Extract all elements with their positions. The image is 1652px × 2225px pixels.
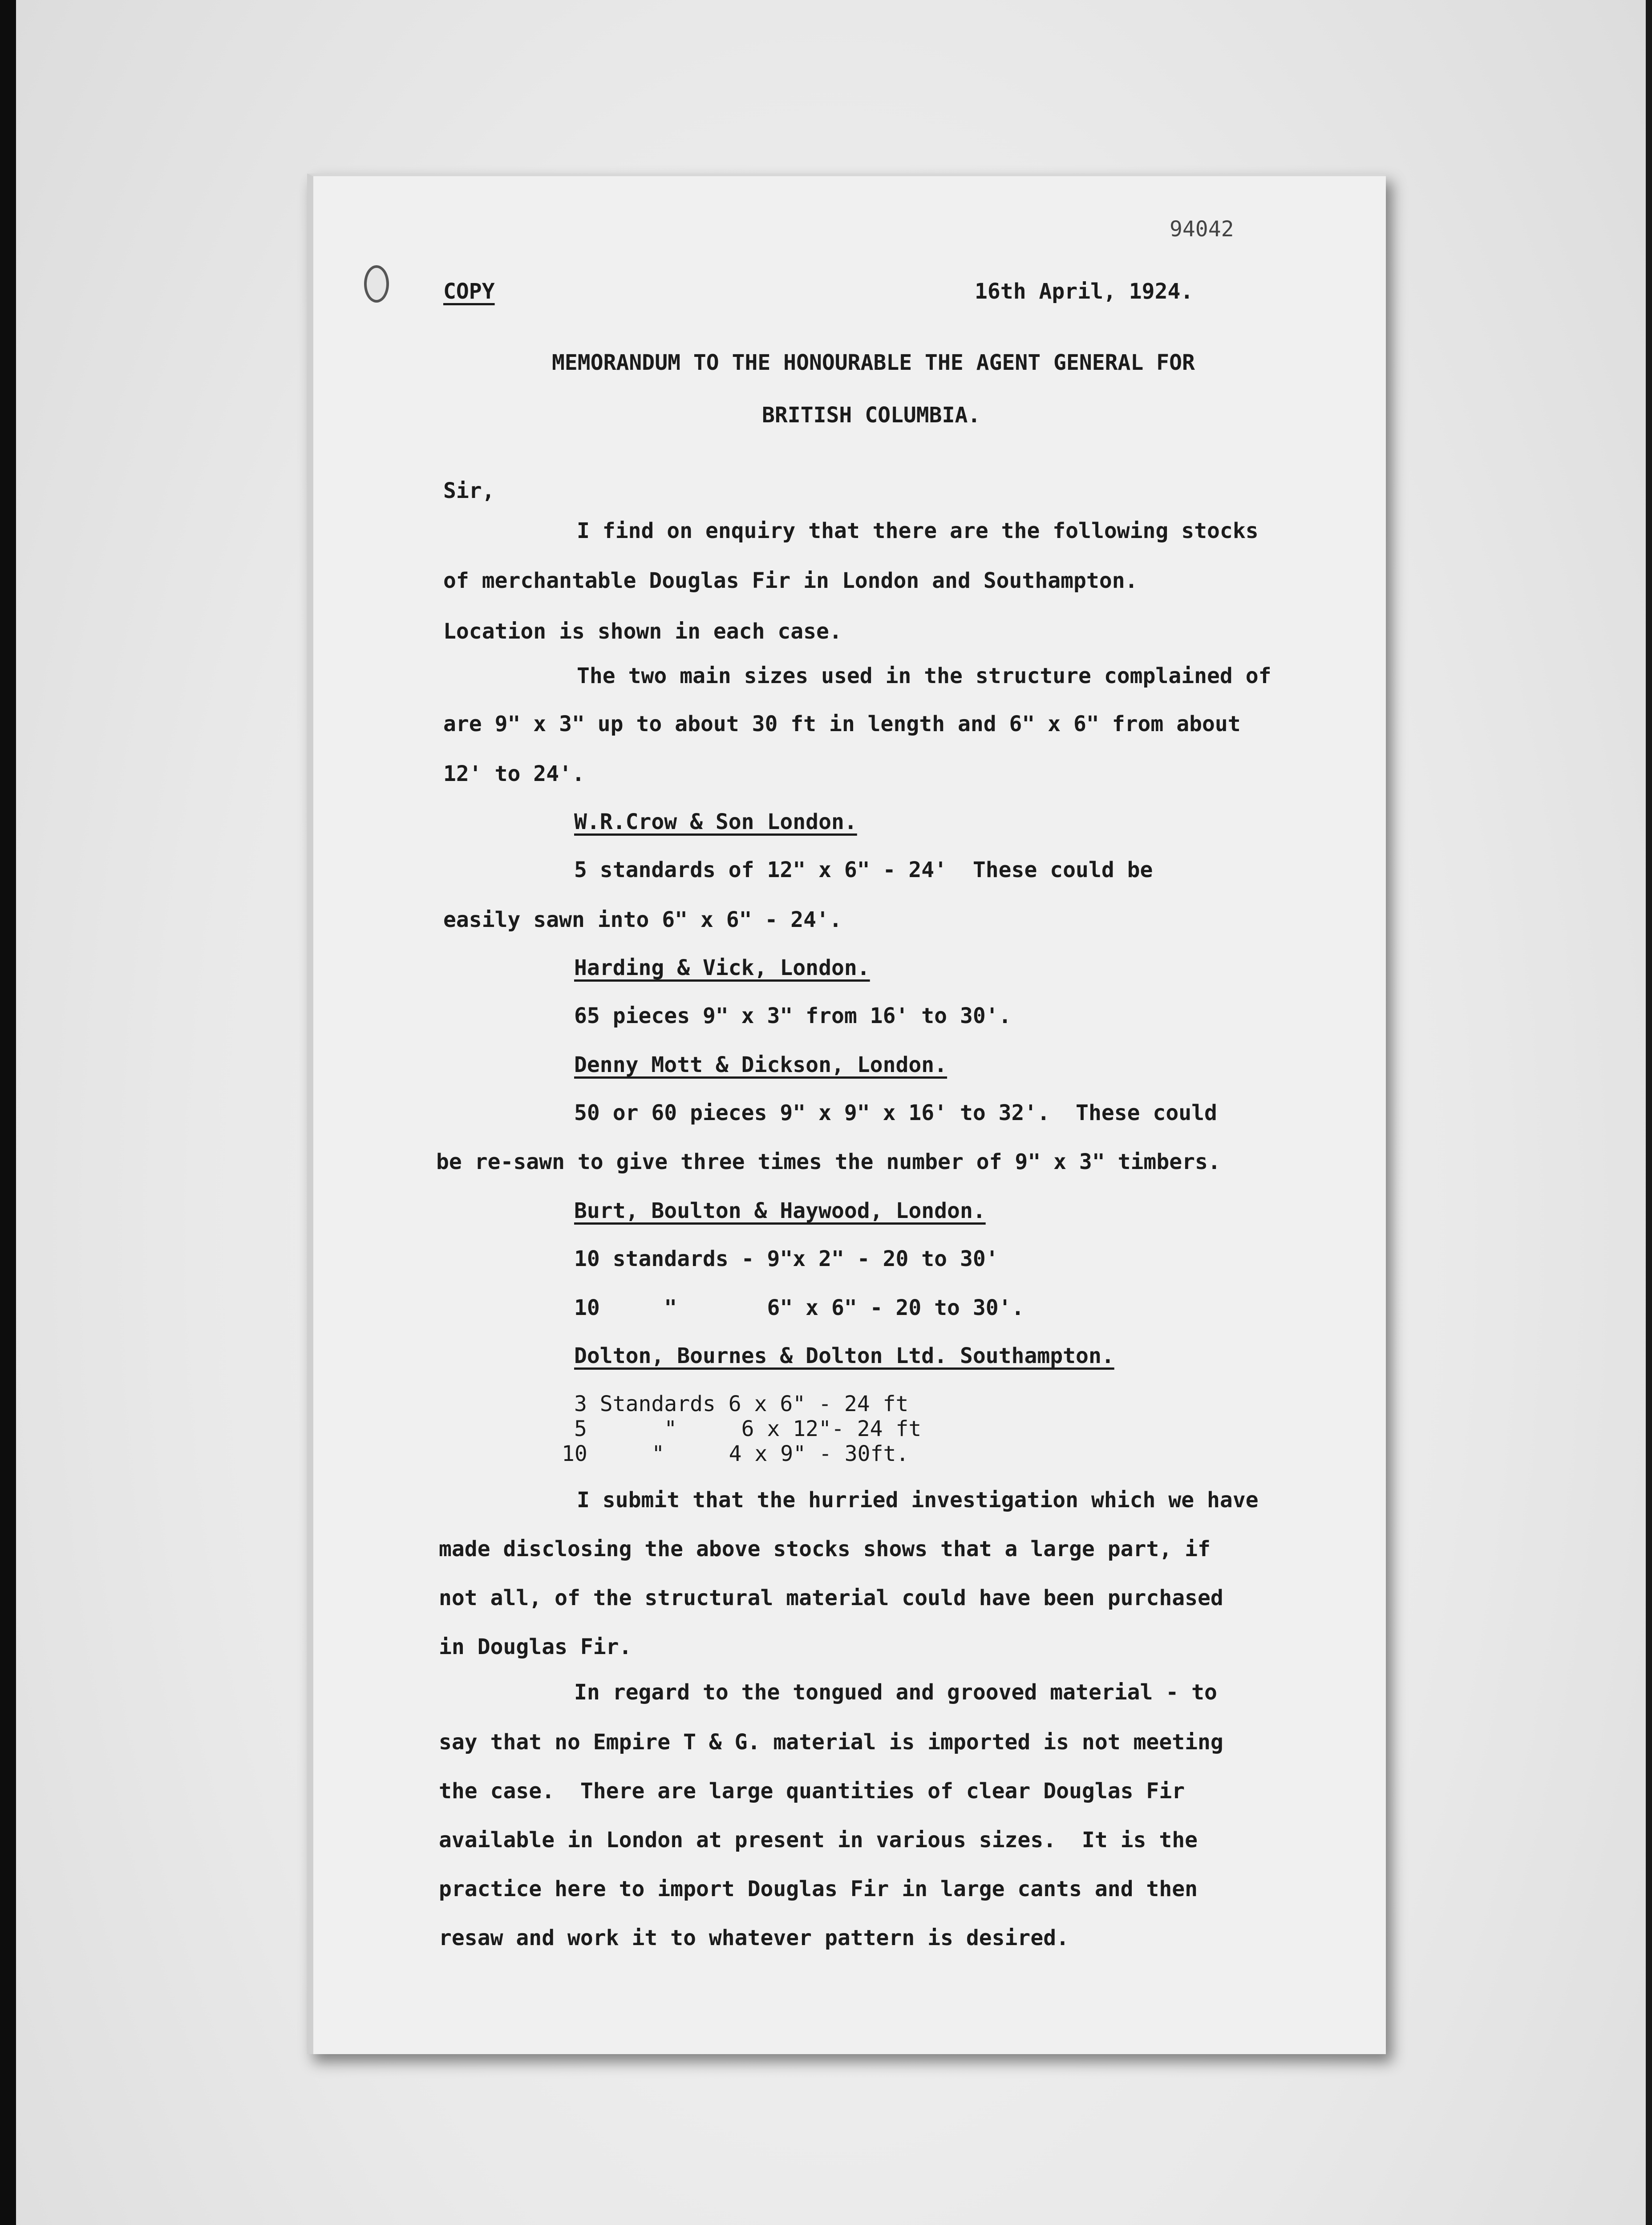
para4-line: resaw and work it to whatever pattern is desired. xyxy=(439,1926,1069,1950)
film-edge-right xyxy=(1646,0,1652,2225)
supplier-stock-line: 5 " 6 x 12"- 24 ft xyxy=(574,1416,922,1441)
para2-line: The two main sizes used in the structure complained of xyxy=(577,663,1271,688)
supplier-name: Burt, Boulton & Haywood, London. xyxy=(574,1198,986,1223)
supplier-stock-line: 3 Standards 6 x 6" - 24 ft xyxy=(574,1392,909,1416)
reference-number: 94042 xyxy=(1170,217,1234,242)
copy-mark: COPY xyxy=(443,279,495,304)
para1-line: of merchantable Douglas Fir in London and Southampton. xyxy=(443,568,1138,593)
para4-line: the case. There are large quantities of clear Douglas Fir xyxy=(439,1779,1185,1804)
supplier-name: Harding & Vick, London. xyxy=(574,955,870,980)
para4-line: practice here to import Douglas Fir in large cants and then xyxy=(439,1877,1198,1901)
para3-line: not all, of the structural material could have been purchased xyxy=(439,1586,1223,1610)
para3-line: I submit that the hurried investigation which we have xyxy=(577,1488,1259,1513)
supplier-name: Denny Mott & Dickson, London. xyxy=(574,1052,947,1077)
para2-line: are 9" x 3" up to about 30 ft in length and 6" x 6" from about xyxy=(443,712,1241,736)
memo-date: 16th April, 1924. xyxy=(975,279,1194,304)
supplier-stock-line: 65 pieces 9" x 3" from 16' to 30'. xyxy=(574,1003,1012,1028)
para3-line: made disclosing the above stocks shows that a large part, if xyxy=(439,1537,1211,1562)
supplier-stock-line: be re-sawn to give three times the number of 9" x 3" timbers. xyxy=(436,1149,1221,1174)
supplier-stock-line: 10 " 4 x 9" - 30ft. xyxy=(562,1441,909,1466)
para2-line: 12' to 24'. xyxy=(443,761,585,786)
para1-line: I find on enquiry that there are the following stocks xyxy=(577,518,1259,543)
supplier-stock-line: easily sawn into 6" x 6" - 24'. xyxy=(443,907,842,932)
supplier-stock-line: 10 standards - 9"x 2" - 20 to 30' xyxy=(574,1246,999,1271)
supplier-stock-line: 10 " 6" x 6" - 20 to 30'. xyxy=(574,1295,1024,1320)
para4-line: available in London at present in various sizes. It is the xyxy=(439,1828,1198,1853)
supplier-stock-line: 50 or 60 pieces 9" x 9" x 16' to 32'. These could xyxy=(574,1100,1217,1125)
supplier-stock-line: 5 standards of 12" x 6" - 24' These could be xyxy=(574,858,1153,882)
para4-line: say that no Empire T & G. material is imported is not meeting xyxy=(439,1730,1223,1755)
salutation: Sir, xyxy=(443,478,495,503)
para3-line: in Douglas Fir. xyxy=(439,1634,632,1659)
punch-hole-icon xyxy=(364,265,389,303)
memo-title-line-2: BRITISH COLUMBIA. xyxy=(762,403,981,428)
supplier-name: Dolton, Bournes & Dolton Ltd. Southampton. xyxy=(574,1343,1114,1368)
film-edge-left xyxy=(0,0,16,2225)
memo-title-line-1: MEMORANDUM TO THE HONOURABLE THE AGENT GENERAL FOR xyxy=(552,350,1195,375)
supplier-name: W.R.Crow & Son London. xyxy=(574,809,857,834)
para1-line: Location is shown in each case. xyxy=(443,619,842,644)
para4-line: In regard to the tongued and grooved material - to xyxy=(574,1680,1217,1705)
